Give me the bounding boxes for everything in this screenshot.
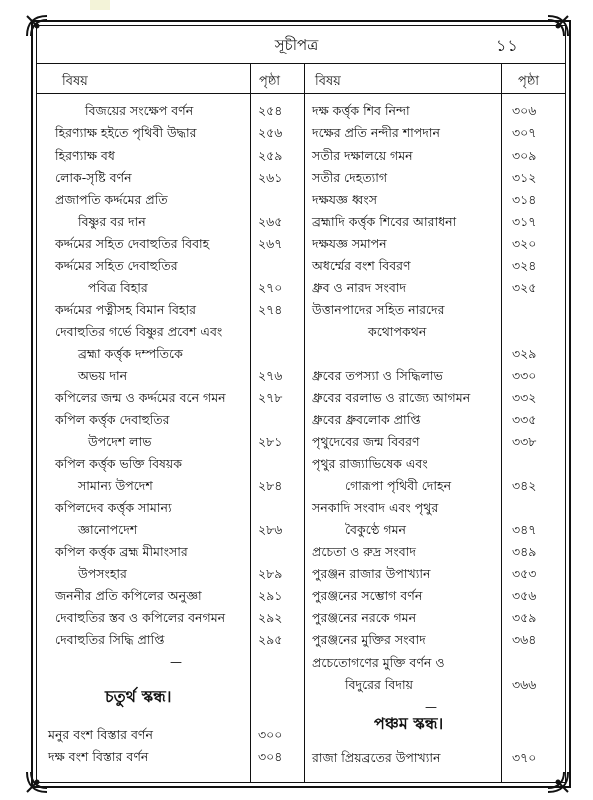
toc-page: ৩৪৯	[512, 544, 537, 559]
toc-entry-cont: বৈকুণ্ঠে গমন	[345, 522, 407, 537]
toc-entry: পুরঞ্জনের নরকে গমন	[312, 610, 417, 625]
toc-page: ৩২০	[512, 236, 537, 251]
toc-entry: কপিলদেব কর্ত্তৃক সামান্য	[55, 500, 172, 515]
toc-page: ৩৪২	[512, 478, 537, 493]
toc-page: ২৫৬	[258, 125, 283, 140]
toc-page: ২৭৬	[258, 368, 283, 383]
toc-page: ৩৫৩	[512, 566, 537, 581]
toc-entry-cont: বিদুরের বিদায়	[345, 677, 413, 692]
toc-page: ৩৬৪	[512, 632, 537, 647]
toc-entry: দক্ষযজ্ঞ ধ্বংস	[312, 192, 377, 207]
toc-page: ৩১২	[512, 170, 537, 185]
toc-entry-cont: উপদেশ লাভ	[88, 434, 152, 449]
toc-page: ৩৩৫	[512, 412, 537, 427]
toc-entry-cont: জ্ঞানোপদেশ	[78, 522, 138, 537]
toc-page: ৩১৭	[512, 214, 537, 229]
toc-entry: রাজা প্রিয়ব্রতের উপাখ্যান	[312, 750, 441, 765]
toc-entry: দেবাহুতির গর্ভে বিষ্ণুর প্রবেশ এবং	[55, 324, 223, 339]
toc-entry: ধ্রুবের বরলাভ ও রাজ্যে আগমন	[312, 390, 471, 405]
toc-entry: পৃথুদেবের জন্ম বিবরণ	[312, 434, 420, 449]
toc-entry: মনুর বংশ বিস্তার বর্ণন	[48, 727, 153, 742]
toc-entry: কপিলের জন্ম ও কর্দ্দমের বনে গমন	[55, 390, 226, 405]
separator-dash: —	[170, 655, 182, 669]
toc-page: ২৫৯	[258, 148, 283, 163]
toc-page: ২৬১	[258, 170, 283, 185]
toc-entry: কর্দ্দমের সহিত দেবাহুতির	[55, 258, 178, 273]
page-title: সূচীপত্র	[274, 36, 319, 54]
toc-entry: পৃথুর রাজ্যাভিষেক এবং	[312, 456, 428, 471]
toc-entry-cont: সামান্য উপদেশ	[78, 478, 153, 493]
toc-entry: ধ্রুবের তপস্যা ও সিদ্ধিলাভ	[312, 368, 443, 383]
header-rule	[36, 63, 566, 64]
toc-page: ৩১৪	[512, 192, 537, 207]
toc-page: ২৯১	[258, 588, 283, 603]
toc-page: ৩৩৮	[512, 434, 537, 449]
toc-entry: কপিল কর্ত্তৃক ব্রহ্ম মীমাংসার	[55, 544, 188, 559]
right-subject-heading: বিষয়	[315, 74, 341, 89]
toc-entry: দক্ষের প্রতি নন্দীর শাপদান	[312, 125, 440, 140]
toc-page: ৩৩২	[512, 390, 537, 405]
toc-entry: পুরঞ্জন রাজার উপাখ্যান	[312, 566, 431, 581]
column-head-rule	[36, 93, 566, 94]
toc-entry: লোক-সৃষ্টি বর্ণন	[55, 170, 132, 185]
toc-entry: পুরঞ্জনের মুক্তির সংবাদ	[312, 632, 426, 647]
toc-page: ২৮৬	[258, 522, 283, 537]
toc-entry: জননীর প্রতি কপিলের অনুজ্ঞা	[55, 588, 202, 603]
page-number: ১১	[496, 36, 519, 55]
toc-page: ৩২৯	[512, 346, 537, 361]
right-page-col-divider	[501, 63, 502, 783]
toc-entry: দেবাহুতির স্তব ও কপিলের বনগমন	[55, 610, 226, 625]
corner-ornament-icon	[24, 769, 50, 795]
toc-entry: কর্দ্দমের পত্নীসহ বিমান বিহার	[55, 302, 196, 317]
toc-page: ৩২৫	[512, 280, 537, 295]
section-heading: চতুর্থ স্কন্ধ।	[105, 687, 172, 706]
toc-entry: প্রচেতা ও রুদ্র সংবাদ	[312, 544, 416, 559]
toc-entry: প্রজাপতি কর্দ্দমের প্রতি	[55, 192, 168, 207]
toc-page: ৩৭০	[512, 750, 537, 765]
toc-entry: ব্রহ্মাদি কর্ত্তৃক শিবের আরাধনা	[312, 214, 457, 229]
toc-entry: অধর্ম্মের বংশ বিবরণ	[312, 258, 411, 273]
toc-entry: কর্দ্দমের সহিত দেবাহুতির বিবাহ	[55, 236, 210, 251]
toc-page: ২৮৪	[258, 478, 283, 493]
toc-entry-cont: পবিত্র বিহার	[88, 280, 148, 295]
right-page-heading: পৃষ্ঠা	[518, 74, 540, 89]
toc-page: ৩০৯	[512, 148, 537, 163]
toc-entry: সনকাদি সংবাদ এবং পৃথুর	[312, 500, 439, 515]
toc-page: ৩৬৬	[512, 677, 537, 692]
left-page-col-divider	[250, 63, 251, 783]
toc-entry: দক্ষ বংশ বিস্তার বর্ণন	[48, 749, 149, 764]
toc-page: ৩৫৯	[512, 610, 537, 625]
toc-page: ২৫৪	[258, 103, 283, 118]
toc-entry-cont: কথোপকথন	[368, 324, 427, 339]
toc-page: ২৭৮	[258, 390, 283, 405]
toc-page: ২৮১	[258, 434, 283, 449]
toc-page: ২৬৫	[258, 214, 283, 229]
toc-entry-cont: ব্রহ্মা কর্ত্তৃক দম্পতিকে	[78, 346, 183, 361]
toc-entry: দক্ষযজ্ঞ সমাপন	[312, 236, 387, 251]
toc-page: ২৮৯	[258, 566, 283, 581]
toc-entry: সতীর দেহত্যাগ	[312, 170, 388, 185]
toc-page: ৩২৪	[512, 258, 537, 273]
toc-page: ২৭৪	[258, 302, 283, 317]
section-heading: পঞ্চম স্কন্ধ।	[374, 714, 444, 733]
toc-entry: ধ্রুব ও নারদ সংবাদ	[312, 280, 407, 295]
center-divider	[304, 63, 305, 783]
toc-page: ৩৫৬	[512, 588, 537, 603]
toc-page: ৩৪৭	[512, 522, 537, 537]
toc-page: ২৭০	[258, 280, 283, 295]
toc-entry: সতীর দক্ষালয়ে গমন	[312, 148, 413, 163]
toc-entry: দেবাহুতির সিদ্ধি প্রাপ্তি	[55, 632, 165, 647]
toc-entry: হিরণ্যাক্ষ হইতে পৃথিবী উদ্ধার	[55, 125, 197, 140]
toc-entry: পুরঞ্জনের সম্ভোগ বর্ণন	[312, 588, 423, 603]
toc-entry: ধ্রুবের ধ্রুবলোক প্রাপ্তি	[312, 412, 421, 427]
toc-entry-cont: গোরূপা পৃথিবী দোহন	[345, 478, 452, 493]
toc-page: ২৬৭	[258, 236, 283, 251]
left-subject-heading: বিষয়	[62, 74, 88, 89]
toc-page: ২৯২	[258, 610, 283, 625]
corner-ornament-icon	[545, 769, 571, 795]
toc-entry: কপিল কর্ত্তৃক দেবাহুতির	[55, 412, 170, 427]
toc-entry: উত্তানপাদের সহিত নারদের	[312, 302, 445, 317]
left-page-heading: পৃষ্ঠা	[259, 74, 281, 89]
toc-page: ৩৩০	[512, 368, 537, 383]
toc-entry-cont: বিষ্ণুর বর দান	[78, 214, 146, 229]
toc-page: ৩০৭	[512, 125, 537, 140]
toc-page: ৩০০	[258, 727, 283, 742]
toc-entry: প্রচেতোগণের মুক্তি বর্ণন ও	[312, 655, 445, 670]
toc-entry-cont: উপসংহার	[78, 566, 127, 581]
toc-page: ৩০৬	[512, 103, 537, 118]
toc-entry: হিরণ্যাক্ষ বধ	[55, 148, 115, 163]
toc-entry: দক্ষ কর্ত্তৃক শিব নিন্দা	[312, 103, 410, 118]
page-edge-mark	[90, 0, 110, 10]
toc-entry-cont: অভয় দান	[78, 368, 128, 383]
toc-page: ২৯৫	[258, 632, 283, 647]
separator-dash: —	[425, 700, 437, 714]
toc-page: ৩০৪	[258, 749, 283, 764]
toc-entry: কপিল কর্ত্তৃক ভক্তি বিষয়ক	[55, 456, 183, 471]
toc-entry: বিজয়ের সংক্ষেপ বর্ণন	[85, 103, 194, 118]
